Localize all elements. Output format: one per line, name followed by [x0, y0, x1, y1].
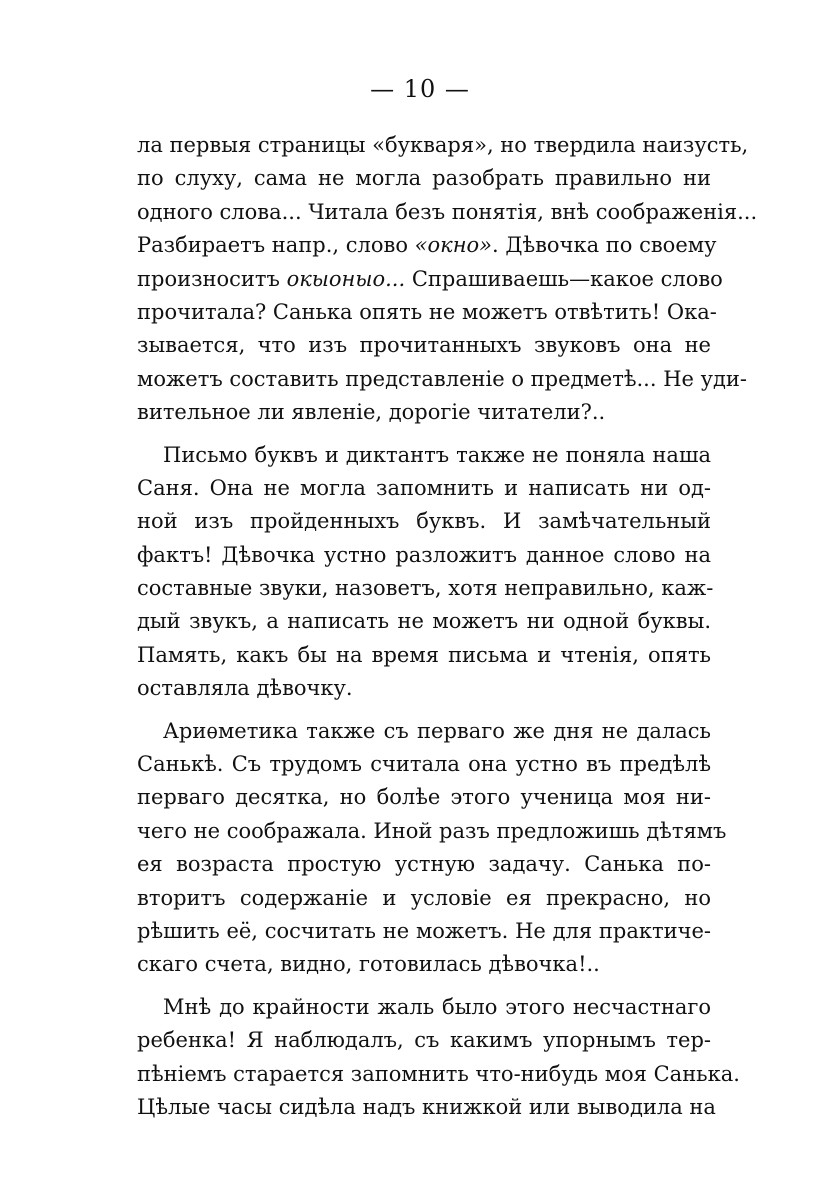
text-line: ребенка! Я наблюдалъ, съ какимъ упорнымъ тер- — [137, 1028, 711, 1053]
text-line — [137, 229, 717, 262]
italic-word: окыоныо... — [286, 266, 406, 291]
text-segment: . Дѣвочка по своему — [492, 233, 717, 258]
paragraph-gap — [137, 430, 711, 439]
paragraph-gap — [137, 706, 711, 715]
text-line: Цѣлые часы сидѣла надъ книжкой или выводила на — [137, 1094, 716, 1119]
text-line: перваго десятка, но болѣе этого ученица моя ни- — [137, 785, 711, 810]
text-line: ной изъ пройденныхъ буквъ. И замѣчательный — [137, 509, 711, 534]
text-segment: произноситъ — [137, 266, 287, 291]
text-line: Санькѣ. Съ трудомъ считала она устно въ предѣлѣ — [137, 752, 711, 777]
paragraph — [137, 715, 727, 982]
paragraph-gap — [137, 982, 711, 991]
text-line: можетъ составить представленіе о предметѣ... Не уди- — [137, 366, 747, 391]
text-line: вторитъ содержаніе и условіе ея прекрасно, но — [137, 885, 711, 910]
text-line: составные звуки, назоветъ, хотя неправильно, каж- — [137, 576, 714, 601]
text-line: Письмо буквъ и диктантъ также не поняла наша — [163, 442, 711, 467]
text-line: рѣшить её, сосчитать не можетъ. Не для практиче- — [137, 918, 711, 943]
text-line: по слуху, сама не могла разобрать правильно ни — [137, 166, 711, 191]
text-line: Саня. Она не могла запомнить и написать ни од- — [137, 475, 711, 500]
text-line: ея возраста простую устную задачу. Санька по- — [137, 852, 711, 877]
text-line: ла первыя страницы «букваря», но твердила наизусть, — [137, 133, 749, 157]
text-line: пѣніемъ старается запомнить что-нибудь моя Санька. — [137, 1061, 740, 1086]
paragraph — [137, 129, 758, 430]
paragraph — [137, 991, 740, 1125]
text-line: скаго счета, видно, готовилась дѣвочка!.. — [137, 952, 600, 977]
text-line: одного слова... Читала безъ понятія, внѣ соображенія... — [137, 199, 758, 224]
text-line: прочитала? Санька опять не можетъ отвѣтить! Ока- — [137, 299, 717, 324]
text-segment: Разбираетъ напр., слово — [137, 233, 415, 258]
text-line: дый звукъ, а написать не можетъ ни одной буквы. — [137, 609, 711, 634]
text-segment: Спрашиваешь—какое слово — [405, 266, 723, 291]
text-line: чего не соображала. Иной разъ предложишь дѣтямъ — [137, 818, 727, 843]
body-text — [137, 129, 758, 1124]
italic-word: «окно» — [414, 233, 493, 258]
text-line — [137, 263, 723, 296]
text-line: вительное ли явленіе, дорогіе читатели?.. — [137, 400, 606, 425]
text-line: Память, какъ бы на время письма и чтенія, опять — [137, 642, 711, 667]
text-line: зывается, что изъ прочитанныхъ звуковъ она не — [137, 333, 711, 358]
text-line: Ариѳметика также съ перваго же дня не далась — [163, 718, 711, 743]
text-line: оставляла дѣвочку. — [137, 676, 353, 701]
text-line: Мнѣ до крайности жаль было этого несчастнаго — [163, 994, 711, 1019]
paragraph — [137, 439, 714, 706]
page-number: — 10 — — [370, 75, 470, 103]
text-line: фактъ! Дѣвочка устно разложитъ данное слово на — [137, 542, 711, 567]
